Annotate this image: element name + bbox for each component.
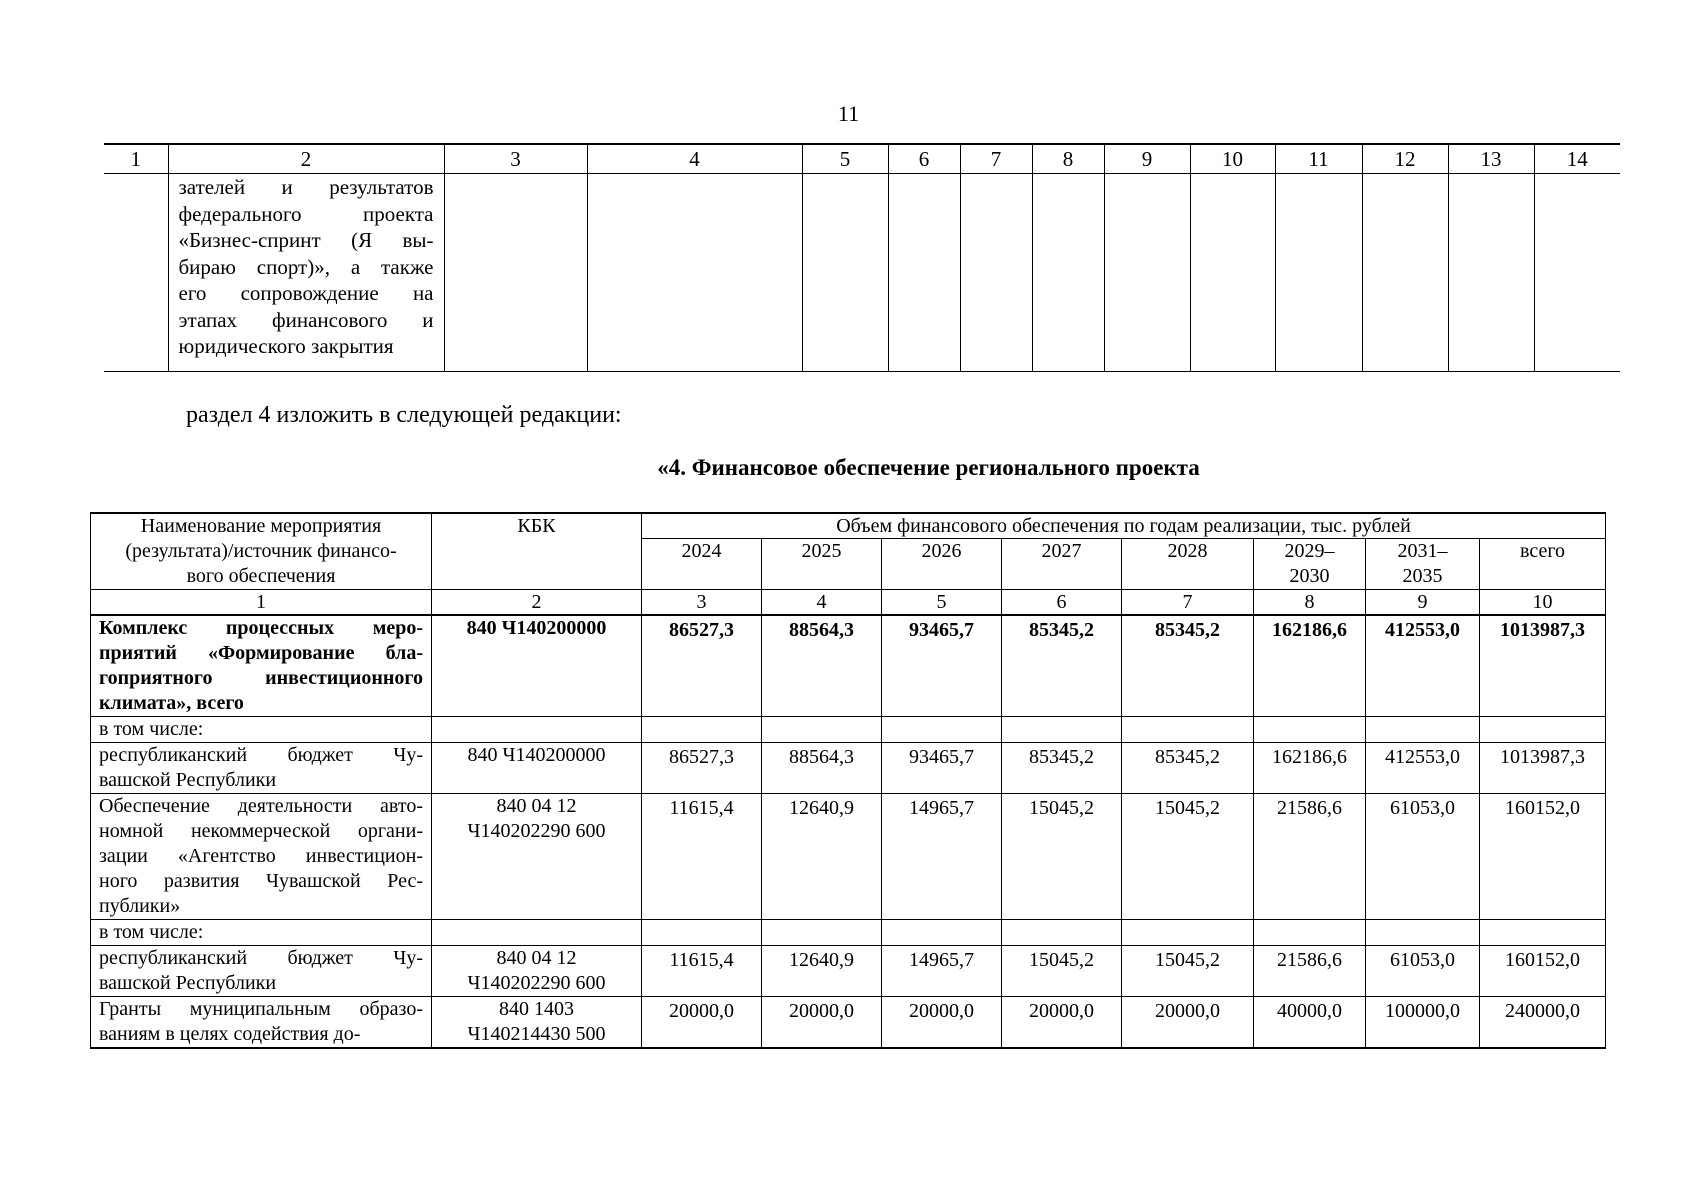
value-cell: 93465,7 bbox=[882, 743, 1002, 794]
column-index: 14 bbox=[1534, 144, 1620, 174]
column-index: 11 bbox=[1275, 144, 1362, 174]
total-header: всего bbox=[1480, 539, 1606, 590]
value-cell: 412553,0 bbox=[1366, 615, 1480, 717]
result-description bbox=[168, 174, 444, 372]
value-cell: 85345,2 bbox=[1002, 743, 1122, 794]
value-cell: 15045,2 bbox=[1122, 794, 1254, 920]
column-index: 1 bbox=[104, 144, 168, 174]
name-column-header bbox=[91, 513, 432, 590]
table-row bbox=[91, 920, 1606, 946]
value-cell bbox=[882, 920, 1002, 946]
row-name-line: в том числе: bbox=[99, 921, 204, 943]
kbk-line: Ч140214430 500 bbox=[467, 1023, 606, 1045]
value-cell: 93465,7 bbox=[882, 615, 1002, 717]
table-row bbox=[91, 794, 1606, 920]
value-cell: 1013987,3 bbox=[1480, 615, 1606, 717]
value-cell: 15045,2 bbox=[1122, 946, 1254, 997]
value-cell bbox=[1122, 717, 1254, 743]
row-kbk bbox=[432, 997, 642, 1049]
value-cell: 11615,4 bbox=[642, 794, 762, 920]
value-cell: 61053,0 bbox=[1366, 946, 1480, 997]
column-index: 9 bbox=[1104, 144, 1190, 174]
year-range-start: 2031– bbox=[1397, 540, 1448, 562]
kbk-line: 840 Ч140200000 bbox=[466, 617, 607, 639]
value-cell: 20000,0 bbox=[1122, 997, 1254, 1049]
description-line: зателей и результатов bbox=[178, 175, 434, 199]
page-number: 11 bbox=[837, 101, 860, 126]
column-index: 5 bbox=[802, 144, 888, 174]
value-cell: 40000,0 bbox=[1254, 997, 1366, 1049]
instruction-text: раздел 4 изложить в следующей редакции: bbox=[186, 402, 622, 428]
value-cell: 162186,6 bbox=[1254, 743, 1366, 794]
value-cell: 14965,7 bbox=[882, 794, 1002, 920]
value-cell: 86527,3 bbox=[642, 743, 762, 794]
value-cell: 15045,2 bbox=[1002, 946, 1122, 997]
kbk-line: 840 04 12 bbox=[496, 795, 577, 817]
value-cell: 11615,4 bbox=[642, 946, 762, 997]
column-index: 6 bbox=[1002, 590, 1122, 616]
row-name bbox=[91, 615, 432, 717]
row-name bbox=[91, 946, 432, 997]
row-name-line: вашской Республики bbox=[99, 972, 277, 994]
row-name-line: Комплекс процессных меро- bbox=[99, 617, 423, 639]
year-range-header bbox=[1366, 539, 1480, 590]
value-cell: 20000,0 bbox=[882, 997, 1002, 1049]
column-index: 10 bbox=[1480, 590, 1606, 616]
row-name-line: Обеспечение деятельности авто- bbox=[99, 795, 423, 817]
financing-table bbox=[90, 512, 1606, 1049]
kbk-line: 840 04 12 bbox=[496, 947, 577, 969]
value-cell bbox=[1122, 920, 1254, 946]
year-header: 2027 bbox=[1002, 539, 1122, 590]
value-cell: 100000,0 bbox=[1366, 997, 1480, 1049]
column-index: 10 bbox=[1190, 144, 1275, 174]
row-name-line: Гранты муниципальным образо- bbox=[99, 998, 423, 1020]
column-index: 13 bbox=[1448, 144, 1534, 174]
value-cell bbox=[642, 717, 762, 743]
column-index: 4 bbox=[762, 590, 882, 616]
column-index: 9 bbox=[1366, 590, 1480, 616]
value-cell bbox=[1366, 717, 1480, 743]
value-cell: 88564,3 bbox=[762, 615, 882, 717]
row-name-line: в том числе: bbox=[99, 718, 204, 740]
column-index: 3 bbox=[444, 144, 587, 174]
value-cell: 20000,0 bbox=[762, 997, 882, 1049]
value-cell: 21586,6 bbox=[1254, 794, 1366, 920]
value-cell: 14965,7 bbox=[882, 946, 1002, 997]
description-line: этапах финансового и bbox=[178, 307, 434, 332]
value-cell: 61053,0 bbox=[1366, 794, 1480, 920]
column-index: 7 bbox=[960, 144, 1032, 174]
header-line: вого обеспечения bbox=[186, 565, 336, 587]
year-range-end: 2035 bbox=[1402, 565, 1443, 587]
header-row bbox=[91, 513, 1606, 539]
row-name-line: гоприятного инвестиционного bbox=[99, 667, 423, 689]
column-index: 5 bbox=[882, 590, 1002, 616]
row-name-line: приятий «Формирование бла- bbox=[99, 642, 423, 664]
value-cell bbox=[1480, 717, 1606, 743]
row-name-line: республиканский бюджет Чу- bbox=[99, 744, 423, 766]
column-index-row bbox=[104, 144, 1620, 174]
value-cell: 88564,3 bbox=[762, 743, 882, 794]
column-index: 8 bbox=[1254, 590, 1366, 616]
value-cell bbox=[1002, 920, 1122, 946]
column-index: 8 bbox=[1032, 144, 1104, 174]
column-index: 12 bbox=[1362, 144, 1448, 174]
column-index: 2 bbox=[432, 590, 642, 616]
value-cell: 20000,0 bbox=[642, 997, 762, 1049]
value-cell bbox=[642, 920, 762, 946]
column-index: 6 bbox=[888, 144, 960, 174]
row-kbk bbox=[432, 743, 642, 794]
continuation-table bbox=[104, 143, 1620, 372]
table-row bbox=[91, 997, 1606, 1049]
column-index: 2 bbox=[168, 144, 444, 174]
row-name bbox=[91, 717, 432, 743]
value-cell: 160152,0 bbox=[1480, 946, 1606, 997]
row-name-line: публики» bbox=[99, 895, 181, 917]
year-header: 2025 bbox=[762, 539, 882, 590]
value-cell: 15045,2 bbox=[1002, 794, 1122, 920]
description-line: его сопровождение на bbox=[178, 281, 434, 305]
row-name-line: вашской Республики bbox=[99, 769, 277, 791]
header-line: Наименование мероприятия bbox=[140, 515, 382, 537]
row-name-line: зации «Агентство инвестицион- bbox=[99, 845, 423, 867]
row-name-line: республиканский бюджет Чу- bbox=[99, 947, 423, 969]
row-name bbox=[91, 743, 432, 794]
row-name bbox=[91, 920, 432, 946]
value-cell: 12640,9 bbox=[762, 946, 882, 997]
value-cell: 162186,6 bbox=[1254, 615, 1366, 717]
row-name-line: климата», всего bbox=[99, 692, 244, 714]
value-cell: 85345,2 bbox=[1122, 743, 1254, 794]
value-cell: 412553,0 bbox=[1366, 743, 1480, 794]
row-name bbox=[91, 997, 432, 1049]
kbk-column-header: КБК bbox=[432, 513, 642, 590]
column-index: 4 bbox=[587, 144, 802, 174]
value-cell: 240000,0 bbox=[1480, 997, 1606, 1049]
volume-header: Объем финансового обеспечения по годам реализации, тыс. рублей bbox=[642, 513, 1606, 539]
value-cell bbox=[1002, 717, 1122, 743]
value-cell bbox=[1254, 920, 1366, 946]
year-range-start: 2029– bbox=[1284, 540, 1335, 562]
row-kbk bbox=[432, 920, 642, 946]
section-title: «4. Финансовое обеспечение регионального проекта bbox=[657, 455, 1200, 480]
table-row bbox=[91, 946, 1606, 997]
row-kbk bbox=[432, 794, 642, 920]
row-name-line: ного развития Чувашской Рес- bbox=[99, 870, 423, 892]
value-cell: 85345,2 bbox=[1122, 615, 1254, 717]
table-row bbox=[91, 717, 1606, 743]
table-row bbox=[104, 174, 1620, 372]
column-index-row bbox=[91, 590, 1606, 616]
year-header: 2028 bbox=[1122, 539, 1254, 590]
value-cell bbox=[882, 717, 1002, 743]
year-header: 2026 bbox=[882, 539, 1002, 590]
row-name-line: ваниям в целях содействия до- bbox=[99, 1023, 361, 1045]
kbk-line: 840 1403 bbox=[499, 998, 574, 1020]
value-cell bbox=[1366, 920, 1480, 946]
value-cell bbox=[1254, 717, 1366, 743]
column-index: 1 bbox=[91, 590, 432, 616]
value-cell bbox=[762, 920, 882, 946]
description-line: федерального проекта bbox=[178, 201, 434, 226]
column-index: 7 bbox=[1122, 590, 1254, 616]
column-index: 3 bbox=[642, 590, 762, 616]
row-kbk bbox=[432, 615, 642, 717]
header-line: (результата)/источник финансо- bbox=[125, 540, 397, 562]
description-line: «Бизнес-спринт (Я вы- bbox=[178, 228, 434, 252]
value-cell: 20000,0 bbox=[1002, 997, 1122, 1049]
value-cell: 12640,9 bbox=[762, 794, 882, 920]
value-cell: 21586,6 bbox=[1254, 946, 1366, 997]
year-header: 2024 bbox=[642, 539, 762, 590]
row-name bbox=[91, 794, 432, 920]
year-range-header bbox=[1254, 539, 1366, 590]
row-kbk bbox=[432, 946, 642, 997]
value-cell: 1013987,3 bbox=[1480, 743, 1606, 794]
value-cell: 160152,0 bbox=[1480, 794, 1606, 920]
table-row bbox=[91, 743, 1606, 794]
kbk-line: Ч140202290 600 bbox=[467, 972, 606, 994]
kbk-line: Ч140202290 600 bbox=[467, 820, 606, 842]
table-row bbox=[91, 615, 1606, 717]
description-line: бираю спорт)», а также bbox=[178, 254, 434, 279]
value-cell bbox=[1480, 920, 1606, 946]
row-kbk bbox=[432, 717, 642, 743]
value-cell bbox=[762, 717, 882, 743]
description-line: юридического закрытия bbox=[178, 334, 394, 358]
kbk-line: 840 Ч140200000 bbox=[467, 744, 606, 766]
value-cell: 85345,2 bbox=[1002, 615, 1122, 717]
year-range-end: 2030 bbox=[1289, 565, 1330, 587]
value-cell: 86527,3 bbox=[642, 615, 762, 717]
row-name-line: номной некоммерческой органи- bbox=[99, 820, 423, 842]
